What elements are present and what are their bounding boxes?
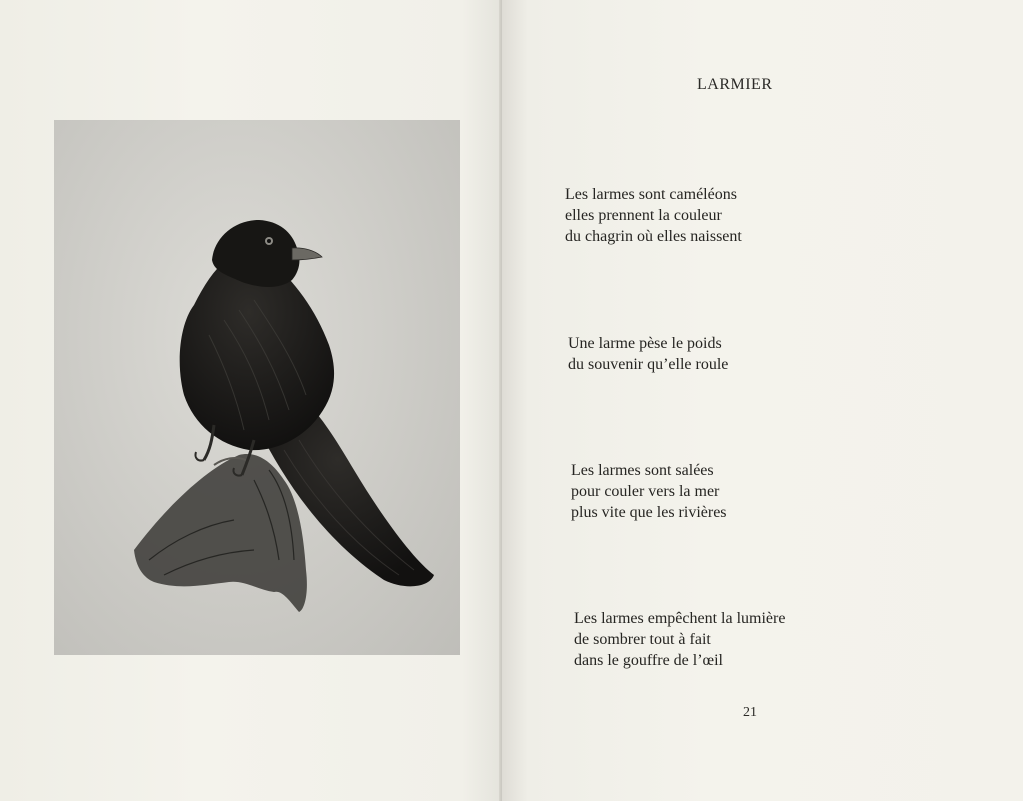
stanza — [565, 184, 742, 247]
verse-line: dans le gouffre de l’œil — [574, 652, 723, 669]
page-number: 21 — [743, 705, 757, 720]
verse-line: de sombrer tout à fait — [574, 631, 711, 648]
left-page — [0, 0, 502, 801]
verse-line: Les larmes empêchent la lumière — [574, 610, 786, 627]
verse-line: Une larme pèse le poids — [568, 335, 722, 352]
verse-line: du souvenir qu’elle roule — [568, 356, 729, 373]
right-page — [502, 0, 1023, 801]
verse-line: Les larmes sont caméléons — [565, 186, 737, 203]
blackbird-drawing — [54, 120, 460, 655]
branch — [134, 454, 307, 612]
stanza — [574, 608, 785, 671]
verse-line: Les larmes sont salées — [571, 462, 714, 479]
stanza — [571, 460, 727, 523]
poem-title: LARMIER — [697, 76, 773, 93]
verse-line: du chagrin où elles naissent — [565, 228, 742, 245]
verse-line: pour couler vers la mer — [571, 483, 720, 500]
verse-line: elles prennent la couleur — [565, 207, 722, 224]
verse-line: plus vite que les rivières — [571, 504, 727, 521]
blackbird-illustration — [54, 120, 460, 655]
stanza — [568, 333, 728, 375]
bird-beak — [292, 248, 322, 260]
